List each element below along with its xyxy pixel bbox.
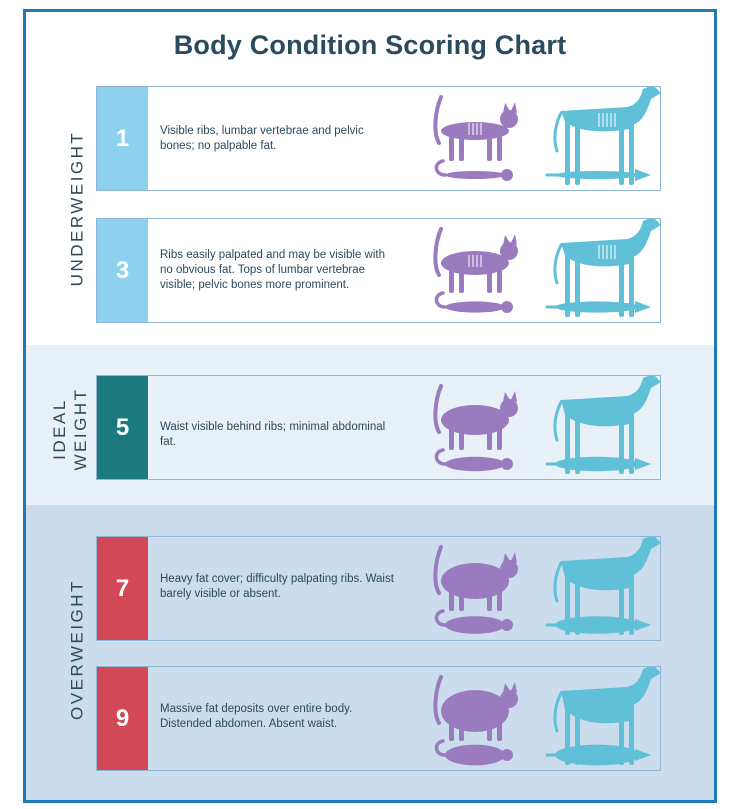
cat-top-silhouette <box>436 611 513 634</box>
cat-top-silhouette <box>436 450 513 471</box>
cat-leg <box>487 420 492 450</box>
dog-tail <box>555 245 561 283</box>
dog-tail <box>555 113 561 151</box>
cat-top-body <box>445 301 505 312</box>
cat-side-silhouette <box>435 97 518 161</box>
cat-top-head <box>501 749 513 761</box>
cat-leg <box>459 711 464 741</box>
dog-side-silhouette <box>555 87 660 185</box>
cat-top-body <box>445 616 505 634</box>
score-number: 1 <box>97 87 148 190</box>
animal-silhouettes <box>97 219 660 322</box>
cat-top-tail <box>436 161 445 175</box>
dog-top-head <box>635 619 651 631</box>
cat-top-body <box>445 457 505 471</box>
score-card-5 <box>96 375 661 480</box>
cat-tail <box>435 677 441 723</box>
dog-tail <box>555 563 561 601</box>
score-card-3 <box>96 218 661 323</box>
dog-top-head <box>635 169 651 181</box>
cat-leg <box>449 420 454 450</box>
score-number: 7 <box>97 537 148 640</box>
cat-top-silhouette <box>436 741 513 765</box>
cat-leg <box>497 420 502 450</box>
chart-title: Body Condition Scoring Chart <box>173 30 567 60</box>
dog-top-silhouette <box>547 457 651 471</box>
cat-head <box>500 110 518 128</box>
cat-top-tail <box>436 611 445 625</box>
cat-leg <box>449 131 454 161</box>
dog-top-head <box>635 458 651 470</box>
cat-tail <box>435 386 441 432</box>
score-number: 9 <box>97 667 148 770</box>
score-description: Ribs easily palpated and may be visible with no obvious fat. Tops of lumbar vertebrae visible; pelvic bones more prominent. <box>160 249 386 291</box>
cat-top-tail <box>436 293 445 307</box>
score-card-1 <box>96 86 661 191</box>
cat-top-silhouette <box>436 161 513 181</box>
group-label-ideal-line2: WEIGHT <box>71 387 90 471</box>
animal-silhouettes <box>97 667 660 770</box>
dog-tail <box>555 693 561 731</box>
cat-leg <box>449 581 454 611</box>
cat-leg <box>497 711 502 741</box>
cat-leg <box>459 420 464 450</box>
cat-head <box>500 690 518 708</box>
score-description: Massive fat deposits over entire body. Distended abdomen. Absent waist. <box>160 703 353 730</box>
dog-top-silhouette <box>547 169 651 181</box>
cat-leg <box>459 581 464 611</box>
cat-top-head <box>501 458 513 470</box>
score-number: 5 <box>97 376 148 479</box>
dog-top-silhouette <box>547 616 651 634</box>
cat-top-head <box>501 169 513 181</box>
score-description: Visible ribs, lumbar vertebrae and pelvic bones; no palpable fat. <box>160 125 364 152</box>
animal-silhouettes <box>97 376 660 479</box>
group-label-overweight: OVERWEIGHT <box>67 579 87 720</box>
cat-head <box>500 399 518 417</box>
cat-top-head <box>501 301 513 313</box>
cat-side-silhouette <box>435 386 518 450</box>
cat-head <box>500 242 518 260</box>
group-label-ideal-line1: IDEAL <box>50 398 69 460</box>
score-description: Heavy fat cover; difficulty palpating ribs. Waist barely visible or absent. <box>160 573 394 600</box>
cat-head <box>500 560 518 578</box>
dog-tail <box>555 402 561 440</box>
score-card-9 <box>96 666 661 771</box>
cat-leg <box>497 131 502 161</box>
chart-frame <box>23 9 717 803</box>
cat-leg <box>487 263 492 293</box>
cat-top-silhouette <box>436 293 513 313</box>
dog-top-silhouette <box>547 745 651 766</box>
cat-top-tail <box>436 450 445 464</box>
cat-side-silhouette <box>435 547 518 611</box>
group-label-underweight: UNDERWEIGHT <box>67 130 87 287</box>
cat-top-tail <box>436 741 445 755</box>
score-number: 3 <box>97 219 148 322</box>
cat-leg <box>449 711 454 741</box>
cat-leg <box>487 131 492 161</box>
cat-tail <box>435 547 441 593</box>
dog-top-body <box>555 457 639 471</box>
animal-silhouettes <box>97 87 660 190</box>
cat-leg <box>459 263 464 293</box>
dog-top-body <box>555 616 639 634</box>
dog-top-head <box>635 749 651 761</box>
cat-leg <box>497 581 502 611</box>
cat-leg <box>487 711 492 741</box>
cat-leg <box>497 263 502 293</box>
score-card-7 <box>96 536 661 641</box>
animal-silhouettes <box>97 537 660 640</box>
cat-top-head <box>501 619 513 631</box>
cat-leg <box>487 581 492 611</box>
cat-side-silhouette <box>435 229 518 293</box>
cat-side-silhouette <box>435 677 518 741</box>
dog-top-body <box>555 745 639 766</box>
cat-tail <box>435 229 441 275</box>
dog-top-silhouette <box>547 301 651 313</box>
cat-leg <box>459 131 464 161</box>
dog-top-head <box>635 301 651 313</box>
dog-top-body <box>555 171 639 179</box>
cat-tail <box>435 97 441 143</box>
cat-leg <box>449 263 454 293</box>
score-description: Waist visible behind ribs; minimal abdominal fat. <box>160 421 386 448</box>
cat-top-body <box>445 171 505 179</box>
dog-top-body <box>555 301 639 312</box>
cat-top-body <box>445 745 505 766</box>
